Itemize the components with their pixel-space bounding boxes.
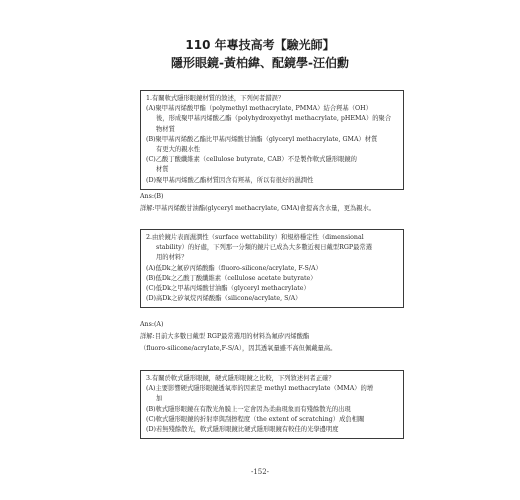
question-3-option-a-cont: 加 [156, 395, 163, 403]
question-3-option-b: (B)軟式隱形眼鏡在有散光角膜上一定會因為柔曲現象而有殘餘散光的出現 [146, 405, 351, 413]
question-3-stem: 3.有關於軟式隱形眼鏡，硬式隱形眼鏡之比較，下列敘述何者正確？ [146, 375, 335, 382]
question-3-box [140, 370, 404, 439]
question-3-option-a: (A)主要影響硬式隱形眼鏡透氧率的因素是 methyl methacrylate（MMA）的增 [146, 385, 374, 393]
question-2-option-a: (A)低Dk之氟矽丙烯酸酯（fluoro-silicone/acrylate, F-S/A） [146, 264, 322, 272]
question-1-option-a-cont: 物材質 [156, 125, 175, 133]
page-number: -152- [250, 468, 270, 476]
question-1-option-c: (C)乙酸丁酸纖維素（cellulose butyrate, CAB）不是製作軟式隱形眼鏡的 [146, 156, 357, 164]
question-2-stem-cont: stability）的好處，下列那一分類的鏡片已成為大多數近視日戴型RGP最常選 [156, 244, 372, 252]
question-2-stem: 2.由於鏡片表面濕潤性（surface wettability）和規格穩定性（dimensional [146, 234, 364, 241]
question-2-option-d: (D)高Dk之矽氧烷丙烯酸酯（silicone/acrylate, S/A） [146, 295, 302, 303]
question-1-stem: 1.有關軟式隱形眼鏡材質的敘述，下列何者錯誤？ [146, 95, 285, 102]
answer-2: Ans:(A) [140, 321, 164, 328]
question-1-option-a-cont: 後，形成聚甲基丙烯酸乙酯（polyhydroxyethyl methacrylate, pHEMA）的聚合 [156, 115, 392, 123]
question-1-option-a: (A)聚甲基丙烯酸甲酯（polymethyl methacrylate, PMMA）結合羥基（OH） [146, 105, 372, 113]
question-2-box [140, 229, 404, 308]
page-subtitle: 隱形眼鏡-黃柏緯、配鏡學-汪伯勳 [171, 56, 349, 70]
question-3-option-c: (C)軟式隱形眼鏡的折射率與刮擦程度（the extent of scratching）成負相關 [146, 415, 365, 423]
question-1-option-b-cont: 有更大的親水性 [156, 146, 201, 154]
question-2-option-b: (B)低Dk之乙酸丁酸纖維素（cellulose acetate butyrate） [146, 274, 317, 282]
question-1-option-d: (D)聚甲基丙烯酸乙酯材質因含有羥基，所以有很好的濕潤性 [146, 176, 314, 184]
header [0, 38, 520, 71]
explanation-2-cont: （fluoro-silicone/acrylate,F-S/A），因其透氧量雖不高但佩戴量高。 [140, 345, 337, 352]
question-1-option-b: (B)聚甲基丙烯酸乙酯比甲基丙烯酸甘油酯（glyceryl methacrylate, GMA）材質 [146, 135, 378, 143]
answer-1: Ans:(B) [140, 193, 164, 200]
question-2-option-c: (C)低Dk之甲基丙烯酸甘油酯（glyceryl methacrylate） [146, 285, 310, 293]
page-title: 110 年專技高考【驗光師】 [185, 38, 335, 52]
question-1-box [140, 90, 404, 190]
explanation-1: 詳解:甲基丙烯酸甘油酯(glyceryl methacrylate, GMA)會提高含水量，更為親水。 [140, 205, 376, 212]
question-3-option-d: (D)若無殘餘散光，軟式隱形眼鏡比硬式隱形眼鏡有較佳的光學邊明度 [146, 426, 339, 434]
question-2-stem-cont: 用的材料？ [156, 254, 188, 262]
explanation-2: 詳解:目前大多數日戴型 RGP最常選用的材料為氟矽丙烯酸酯 [140, 333, 310, 340]
question-1-option-c-cont: 材質 [156, 166, 169, 174]
